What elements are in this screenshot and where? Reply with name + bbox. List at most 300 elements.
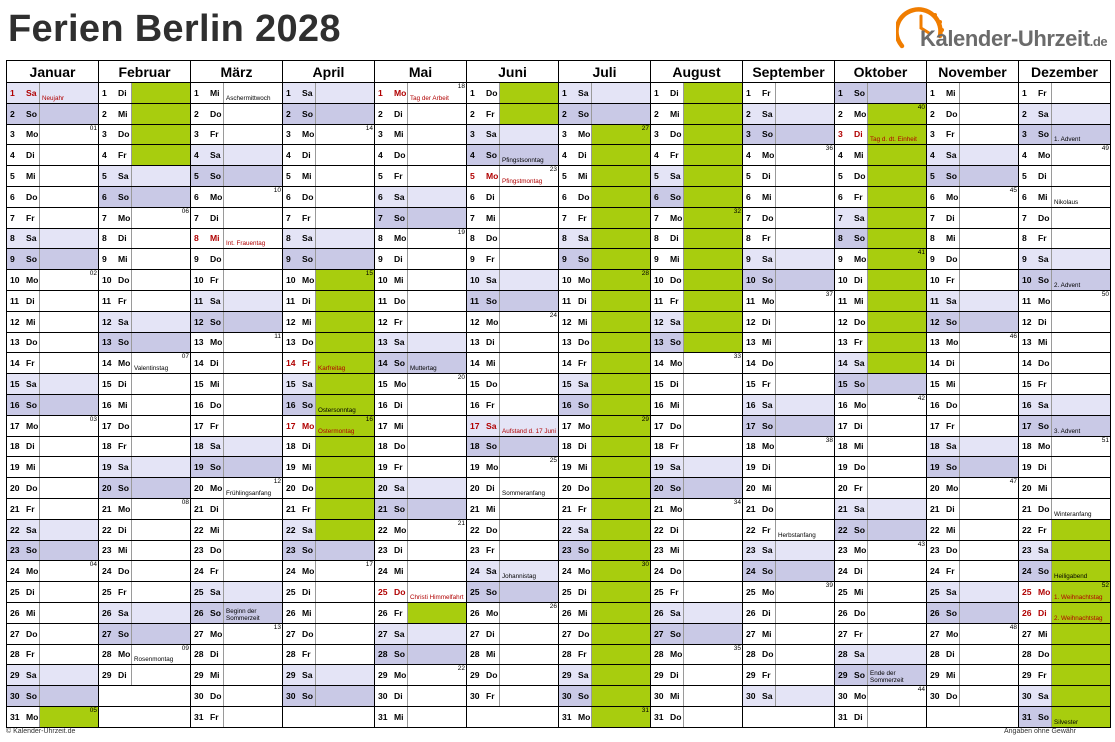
day-cell: [559, 83, 651, 104]
week-number: 18: [457, 83, 465, 90]
day-label: [559, 104, 592, 124]
day-number: 8: [10, 233, 15, 244]
day-label: [927, 416, 960, 436]
day-label: [467, 353, 500, 373]
day-label: [283, 457, 316, 477]
day-cell: [191, 541, 283, 562]
day-number: 21: [470, 503, 480, 514]
day-cell: [99, 416, 191, 437]
day-label: [651, 208, 684, 228]
day-number: 20: [838, 483, 848, 494]
day-number: 16: [562, 399, 572, 410]
day-number: 16: [838, 399, 848, 410]
day-label: [191, 624, 224, 644]
weekday: Do: [394, 441, 406, 452]
day-cell: [651, 603, 743, 624]
day-label: [375, 665, 408, 685]
day-cell: [283, 333, 375, 354]
day-number: 25: [194, 587, 204, 598]
weekday: Do: [486, 233, 498, 244]
day-label: [651, 125, 684, 145]
day-number: 11: [470, 295, 480, 306]
weekday: Do: [762, 212, 774, 223]
weekday: Sa: [394, 628, 405, 639]
day-label: [651, 457, 684, 477]
weekday: So: [118, 337, 129, 348]
day-cell: [7, 416, 99, 437]
day-cell: [651, 707, 743, 728]
day-cell: [559, 665, 651, 686]
day-note: [408, 478, 466, 498]
day-note: [776, 104, 834, 124]
empty-cell: [283, 707, 375, 728]
day-number: 22: [838, 524, 848, 535]
day-note: [1052, 145, 1110, 165]
day-number: 4: [838, 150, 843, 161]
day-cell: [559, 603, 651, 624]
day-label: [927, 437, 960, 457]
day-label: [559, 541, 592, 561]
day-number: 15: [1022, 379, 1032, 390]
weekday: Mi: [946, 379, 956, 390]
day-cell: [651, 125, 743, 146]
day-number: 1: [930, 87, 935, 98]
day-cell: [743, 582, 835, 603]
day-note: [408, 333, 466, 353]
weekday: Sa: [302, 87, 313, 98]
day-note: [1052, 83, 1110, 103]
day-cell: [651, 333, 743, 354]
weekday: Di: [302, 295, 311, 306]
day-label: [559, 312, 592, 332]
day-label: [7, 478, 40, 498]
weekday: Mi: [210, 87, 220, 98]
day-label: [99, 582, 132, 602]
day-note: [776, 208, 834, 228]
day-note: [132, 125, 190, 145]
day-note: [868, 686, 926, 706]
day-cell: [99, 561, 191, 582]
week-number: 29: [641, 415, 649, 423]
day-cell: [559, 104, 651, 125]
day-cell: [835, 624, 927, 645]
day-label: [927, 312, 960, 332]
day-label: [99, 437, 132, 457]
day-label: [7, 624, 40, 644]
day-number: 31: [838, 711, 848, 722]
weekday: Mi: [26, 462, 36, 473]
day-note: [684, 145, 742, 165]
day-cell: [191, 582, 283, 603]
day-number: 26: [10, 607, 20, 618]
day-note: [224, 83, 282, 103]
weekday: Fr: [26, 358, 35, 369]
day-note: [868, 416, 926, 436]
day-note: [1052, 166, 1110, 186]
day-cell: [651, 229, 743, 250]
weekday: Do: [486, 670, 498, 681]
day-cell: [835, 291, 927, 312]
day-number: 9: [378, 254, 383, 265]
day-label: [1019, 187, 1052, 207]
day-note: [132, 208, 190, 228]
day-number: 31: [10, 711, 20, 722]
day-note: [408, 499, 466, 519]
weekday: Di: [854, 566, 863, 577]
day-number: 4: [102, 150, 107, 161]
day-label: [7, 229, 40, 249]
day-label: [191, 416, 224, 436]
day-note: [500, 457, 558, 477]
weekday: Sa: [26, 87, 37, 98]
day-number: 23: [746, 545, 756, 556]
day-number: 6: [930, 191, 935, 202]
day-number: 22: [930, 524, 940, 535]
day-note: [408, 187, 466, 207]
day-cell: [651, 520, 743, 541]
weekday: Mo: [578, 275, 591, 286]
day-note: [868, 229, 926, 249]
day-cell: [927, 104, 1019, 125]
day-note: [592, 416, 650, 436]
day-note: [1052, 104, 1110, 124]
day-number: 7: [930, 212, 935, 223]
day-note: [776, 499, 834, 519]
day-label: [651, 437, 684, 457]
day-cell: [1019, 229, 1111, 250]
weekday: Do: [854, 607, 866, 618]
day-number: 19: [102, 462, 112, 473]
day-number: 10: [470, 275, 480, 286]
day-label: [7, 249, 40, 269]
day-cell: [7, 478, 99, 499]
day-number: 12: [838, 316, 848, 327]
day-number: 9: [838, 254, 843, 265]
day-label: [375, 166, 408, 186]
day-number: 26: [378, 607, 388, 618]
day-label: [7, 645, 40, 665]
day-number: 18: [194, 441, 204, 452]
day-number: 9: [930, 254, 935, 265]
weekday: Sa: [762, 399, 773, 410]
week-number: 17: [365, 561, 373, 569]
weekday: Do: [946, 545, 958, 556]
observance-name: Pfingstsonntag: [502, 157, 544, 165]
day-label: [99, 312, 132, 332]
day-note: [40, 603, 98, 623]
day-label: [191, 645, 224, 665]
day-cell: [835, 582, 927, 603]
weekday: Fr: [1038, 524, 1047, 535]
day-number: 23: [10, 545, 20, 556]
day-label: [191, 457, 224, 477]
day-note: [500, 395, 558, 415]
day-note: [316, 582, 374, 602]
day-number: 23: [286, 545, 296, 556]
month-header: März: [191, 61, 283, 83]
day-cell: [7, 437, 99, 458]
month-header: April: [283, 61, 375, 83]
day-cell: [375, 561, 467, 582]
weekday: So: [210, 607, 221, 618]
day-note: [40, 83, 98, 103]
weekday: Mi: [26, 171, 36, 182]
day-note: [40, 353, 98, 373]
day-number: 20: [378, 483, 388, 494]
day-number: 3: [1022, 129, 1027, 140]
day-number: 23: [194, 545, 204, 556]
footer-disclaimer: Angaben ohne Gewähr: [1004, 728, 1076, 735]
day-label: [99, 541, 132, 561]
day-number: 13: [470, 337, 480, 348]
weekday: Do: [670, 129, 682, 140]
day-note: [684, 166, 742, 186]
day-cell: [375, 104, 467, 125]
weekday: Fr: [946, 566, 955, 577]
day-note: [408, 291, 466, 311]
day-label: [559, 270, 592, 290]
weekday: Fr: [1038, 379, 1047, 390]
day-note: [868, 270, 926, 290]
day-label: [1019, 166, 1052, 186]
day-cell: [1019, 125, 1111, 146]
day-note: [316, 416, 374, 436]
day-note: [40, 499, 98, 519]
day-note: [408, 665, 466, 685]
weekday: So: [1038, 711, 1049, 722]
day-label: [743, 561, 776, 581]
day-note: [868, 104, 926, 124]
day-note: [500, 291, 558, 311]
day-note: [500, 624, 558, 644]
weekday: Di: [394, 254, 403, 265]
day-note: [592, 437, 650, 457]
weekday: Mo: [1038, 295, 1051, 306]
day-number: 14: [10, 358, 20, 369]
day-note: [1052, 624, 1110, 644]
day-cell: [283, 582, 375, 603]
weekday: Di: [670, 524, 679, 535]
day-number: 17: [378, 420, 388, 431]
day-label: [927, 478, 960, 498]
day-cell: [191, 104, 283, 125]
day-cell: [651, 291, 743, 312]
weekday: Sa: [210, 587, 221, 598]
day-label: [559, 624, 592, 644]
day-label: [559, 333, 592, 353]
day-cell: [283, 312, 375, 333]
day-label: [7, 395, 40, 415]
day-label: [651, 374, 684, 394]
day-note: [776, 457, 834, 477]
day-cell: [743, 603, 835, 624]
day-cell: [927, 291, 1019, 312]
day-label: [191, 312, 224, 332]
day-cell: [559, 249, 651, 270]
day-number: 30: [1022, 691, 1032, 701]
day-cell: [927, 83, 1019, 104]
day-note: [224, 145, 282, 165]
weekday: Sa: [578, 233, 589, 244]
day-note: [224, 104, 282, 124]
weekday: So: [854, 524, 865, 535]
day-cell: [467, 249, 559, 270]
day-label: [835, 541, 868, 561]
day-cell: [651, 187, 743, 208]
day-number: 30: [746, 691, 756, 701]
day-cell: [7, 125, 99, 146]
day-number: 28: [194, 649, 204, 660]
day-number: 16: [930, 399, 940, 410]
day-label: [191, 145, 224, 165]
day-cell: [283, 561, 375, 582]
day-note: [40, 249, 98, 269]
day-label: [283, 395, 316, 415]
week-number: 07: [181, 353, 189, 361]
day-number: 16: [378, 399, 388, 410]
day-note: [1052, 603, 1110, 623]
day-number: 2: [378, 108, 383, 119]
weekday: Sa: [578, 524, 589, 535]
weekday: Sa: [670, 316, 681, 327]
day-cell: [283, 457, 375, 478]
day-cell: [375, 457, 467, 478]
day-note: [592, 582, 650, 602]
week-number: 36: [825, 145, 833, 153]
weekday: Mo: [1038, 150, 1051, 161]
day-note: [500, 520, 558, 540]
observance-name: Ende der Sommerzeit: [870, 670, 904, 685]
day-label: [559, 520, 592, 540]
day-number: 17: [1022, 420, 1032, 431]
weekday: So: [394, 358, 405, 369]
weekday: Sa: [946, 441, 957, 452]
weekday: Sa: [946, 150, 957, 161]
weekday: Mi: [854, 441, 864, 452]
day-cell: [191, 374, 283, 395]
day-label: [559, 457, 592, 477]
week-number: 14: [365, 124, 373, 132]
day-number: 1: [562, 87, 567, 98]
day-note: [224, 561, 282, 581]
weekday: Mi: [762, 483, 772, 494]
day-number: 9: [10, 254, 15, 265]
weekday: Mo: [302, 129, 315, 140]
day-number: 26: [286, 607, 296, 618]
day-note: [960, 249, 1018, 269]
weekday: Sa: [854, 212, 865, 223]
day-note: [592, 229, 650, 249]
day-cell: [7, 270, 99, 291]
week-number: 50: [1101, 290, 1109, 298]
logo-text: Kalender-Uhrzeit.de: [920, 26, 1108, 51]
day-cell: [7, 582, 99, 603]
weekday: Fr: [762, 233, 771, 244]
day-number: 30: [286, 691, 296, 701]
week-number: 40: [917, 103, 925, 111]
day-cell: [283, 437, 375, 458]
weekday: Di: [302, 150, 311, 161]
week-number: 52: [1101, 582, 1109, 590]
weekday: Di: [486, 628, 495, 639]
week-number: 10: [273, 186, 281, 194]
day-label: [559, 707, 592, 727]
weekday: Di: [854, 420, 863, 431]
day-number: 8: [838, 233, 843, 244]
day-cell: [559, 520, 651, 541]
weekday: Mi: [210, 670, 220, 681]
day-cell: [835, 145, 927, 166]
day-label: [559, 416, 592, 436]
day-note: [408, 312, 466, 332]
day-cell: [1019, 83, 1111, 104]
day-label: [7, 686, 40, 706]
day-label: [375, 624, 408, 644]
day-note: [776, 249, 834, 269]
weekday: So: [302, 254, 313, 265]
day-cell: [743, 374, 835, 395]
day-number: 14: [930, 358, 940, 369]
day-cell: [375, 312, 467, 333]
day-label: [375, 353, 408, 373]
day-label: [743, 249, 776, 269]
day-note: [960, 499, 1018, 519]
day-note: [40, 707, 98, 727]
day-label: [835, 707, 868, 727]
day-note: [224, 645, 282, 665]
day-note: [132, 665, 190, 685]
day-cell: [1019, 312, 1111, 333]
day-note: [776, 541, 834, 561]
weekday: Fr: [118, 150, 127, 161]
day-cell: [467, 270, 559, 291]
weekday: Di: [394, 545, 403, 556]
day-cell: [375, 187, 467, 208]
weekday: Mo: [394, 87, 407, 98]
day-number: 21: [562, 503, 572, 514]
weekday: Sa: [854, 503, 865, 514]
weekday: Do: [302, 483, 314, 494]
day-number: 25: [654, 587, 664, 598]
day-number: 2: [194, 108, 199, 119]
day-note: [592, 125, 650, 145]
week-number: 02: [89, 270, 97, 278]
day-label: [559, 83, 592, 103]
day-note: [960, 374, 1018, 394]
day-cell: [1019, 249, 1111, 270]
day-note: [960, 582, 1018, 602]
day-label: [467, 624, 500, 644]
day-number: 3: [470, 129, 475, 140]
day-label: [375, 145, 408, 165]
weekday: Mi: [394, 275, 404, 286]
weekday: Do: [762, 358, 774, 369]
weekday: Mi: [946, 87, 956, 98]
day-note: [132, 541, 190, 561]
weekday: So: [486, 587, 497, 598]
day-label: [743, 416, 776, 436]
day-cell: [467, 624, 559, 645]
weekday: Di: [762, 607, 771, 618]
weekday: Sa: [210, 295, 221, 306]
day-label: [467, 478, 500, 498]
weekday: Fr: [578, 358, 587, 369]
day-note: [776, 229, 834, 249]
day-label: [467, 686, 500, 706]
day-cell: [1019, 395, 1111, 416]
day-label: [651, 229, 684, 249]
day-label: [1019, 645, 1052, 665]
